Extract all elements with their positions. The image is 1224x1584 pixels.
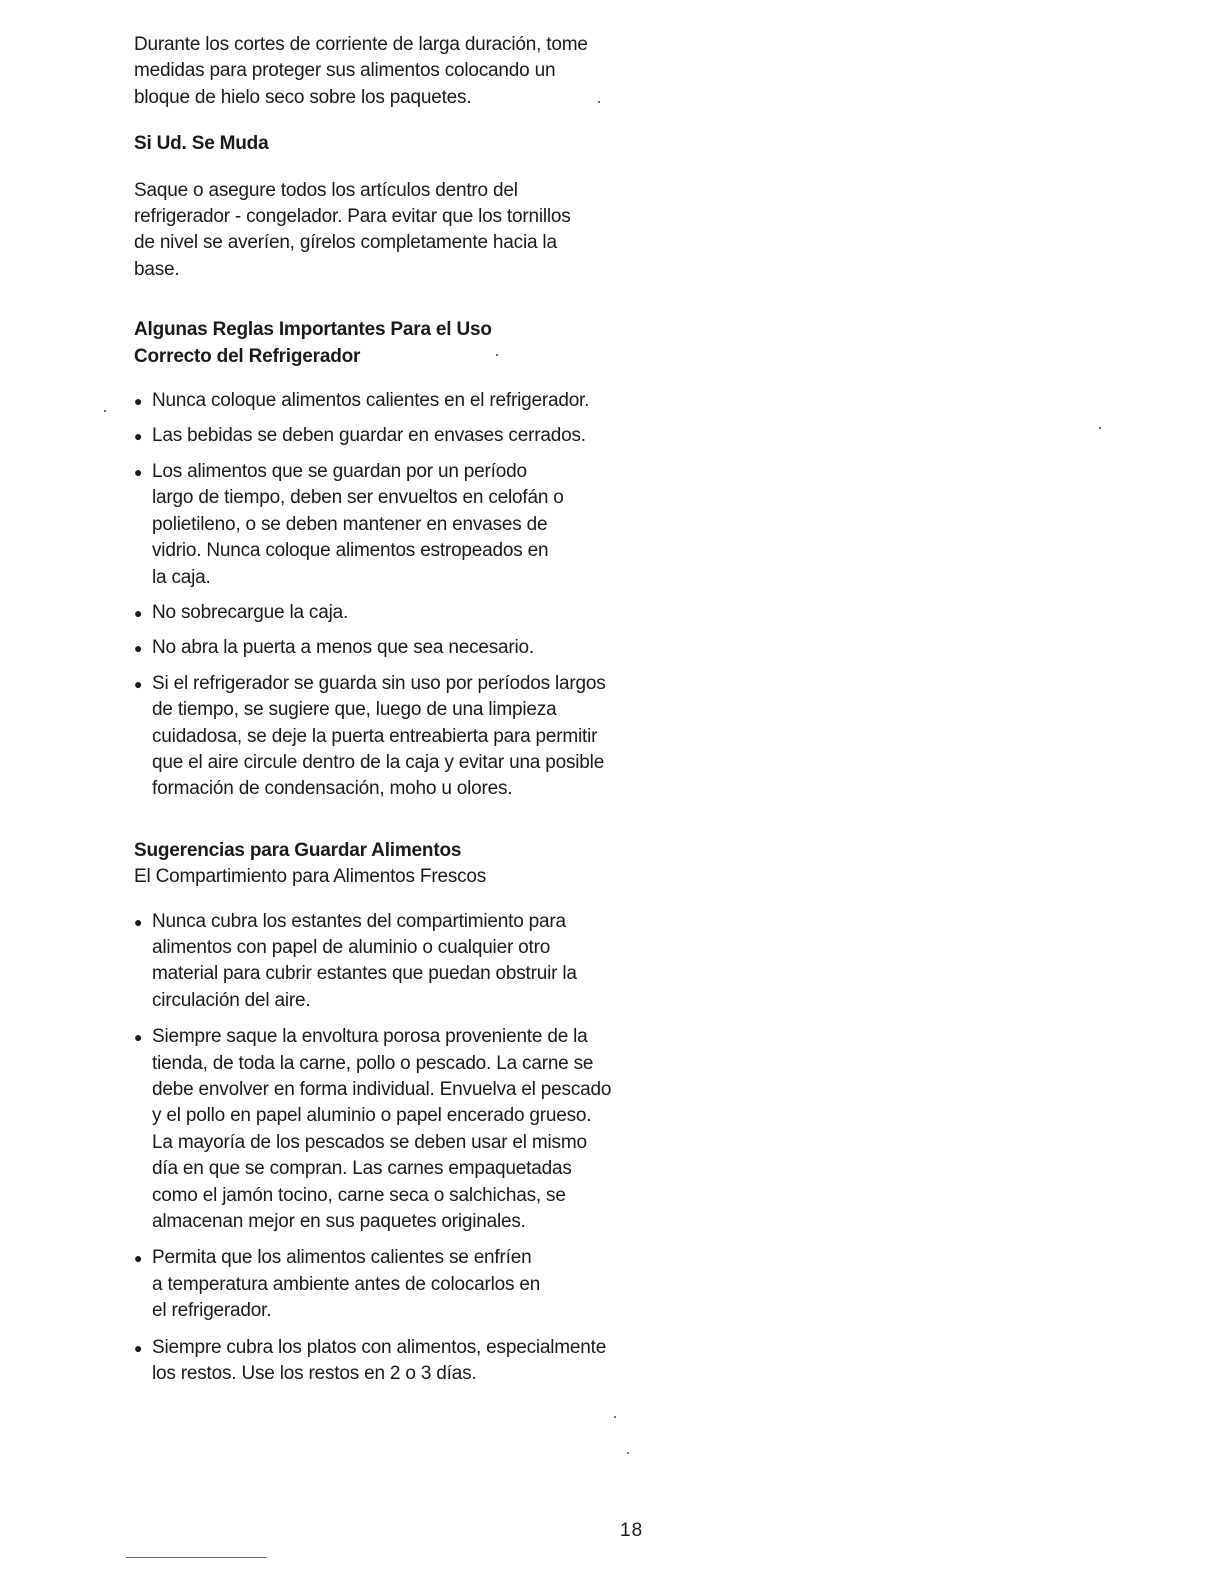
rule-text: Los alimentos que se guardan por un período largo de tiempo, deben ser envueltos en celofán o polietileno, o se deben mantener en envases de vidrio. Nunca coloque alimentos estropeados en la caja.	[152, 460, 564, 588]
list-item	[134, 423, 614, 449]
storage-heading: Sugerencias para Guardar Alimentos	[134, 839, 462, 861]
list-item	[134, 1245, 614, 1324]
scan-speck	[598, 101, 600, 103]
list-item	[134, 459, 614, 591]
rule-text: Si el refrigerador se guarda sin uso por períodos largos de tiempo, se sugiere que, luego de una limpieza cuidadosa, se deje la puerta entreabierta para permitir que el aire circule dentro de la caja y evitar una posible formación de condensación, moho u olores.	[152, 672, 606, 800]
intro-paragraph: Durante los cortes de corriente de larga duración, tome medidas para proteger sus alimentos colocando un bloque de hielo seco sobre los paquetes.	[134, 34, 588, 108]
storage-text: Permita que los alimentos calientes se enfríen a temperatura ambiente antes de colocarlos en el refrigerador.	[152, 1247, 541, 1322]
bullet-icon: ●	[134, 604, 143, 621]
bullet-icon: ●	[134, 1250, 143, 1267]
moving-heading: Si Ud. Se Muda	[134, 133, 269, 155]
scan-speck	[614, 1416, 616, 1418]
storage-subheading: El Compartimiento para Alimentos Frescos	[134, 866, 487, 888]
storage-text: Nunca cubra los estantes del compartimiento para alimentos con papel de aluminio o cualquier otro material para cubrir estantes que puedan obstruir la circulación del aire.	[152, 910, 577, 1011]
scan-speck	[104, 410, 106, 412]
bullet-icon: ●	[134, 1029, 143, 1046]
list-item	[134, 600, 614, 626]
bullet-icon: ●	[134, 675, 143, 692]
scan-speck	[496, 354, 498, 356]
bullet-icon: ●	[134, 640, 143, 657]
rule-text: Las bebidas se deben guardar en envases cerrados.	[152, 425, 586, 447]
bullet-icon: ●	[134, 393, 143, 410]
footer-divider	[126, 1557, 267, 1558]
rules-heading-line1: Algunas Reglas Importantes Para el Uso	[134, 319, 492, 341]
page-number: 18	[620, 1520, 644, 1541]
text-column	[134, 32, 614, 1397]
bullet-icon: ●	[134, 1339, 143, 1356]
rule-text: No abra la puerta a menos que sea necesario.	[152, 637, 534, 659]
rules-heading-line2: Correcto del Refrigerador	[134, 345, 361, 367]
storage-text: Siempre saque la envoltura porosa proveniente de la tienda, de toda la carne, pollo o pescado. La carne se debe envolver en forma individual. Envuelva el pescado y el pollo en papel aluminio o papel encerado grueso. La mayoría de los pescados se deben usar el mismo día en que se compran. Las carnes empaquetadas como el jamón tocino, carne seca o salchichas, se almacenan mejor en sus paquetes originales.	[152, 1026, 612, 1233]
bullet-icon: ●	[134, 913, 143, 930]
list-item	[134, 635, 614, 661]
rule-text: Nunca coloque alimentos calientes en el refrigerador.	[152, 390, 590, 412]
bullet-icon: ●	[134, 428, 143, 445]
bullet-icon: ●	[134, 463, 143, 480]
rules-list	[134, 388, 614, 803]
list-item	[134, 909, 614, 1015]
storage-text: Siempre cubra los platos con alimentos, especialmente los restos. Use los restos en 2 o 3 días.	[152, 1336, 607, 1385]
moving-paragraph: Saque o asegure todos los artículos dentro del refrigerador - congelador. Para evitar que los tornillos de nivel se averíen, gírelos completamente hacia la base.	[134, 179, 571, 280]
scan-speck	[627, 1452, 629, 1454]
list-item	[134, 671, 614, 803]
list-item	[134, 1024, 614, 1235]
rule-text: No sobrecargue la caja.	[152, 601, 349, 623]
list-item	[134, 1335, 614, 1388]
scan-speck	[1099, 427, 1101, 429]
storage-list	[134, 909, 614, 1388]
list-item	[134, 388, 614, 414]
